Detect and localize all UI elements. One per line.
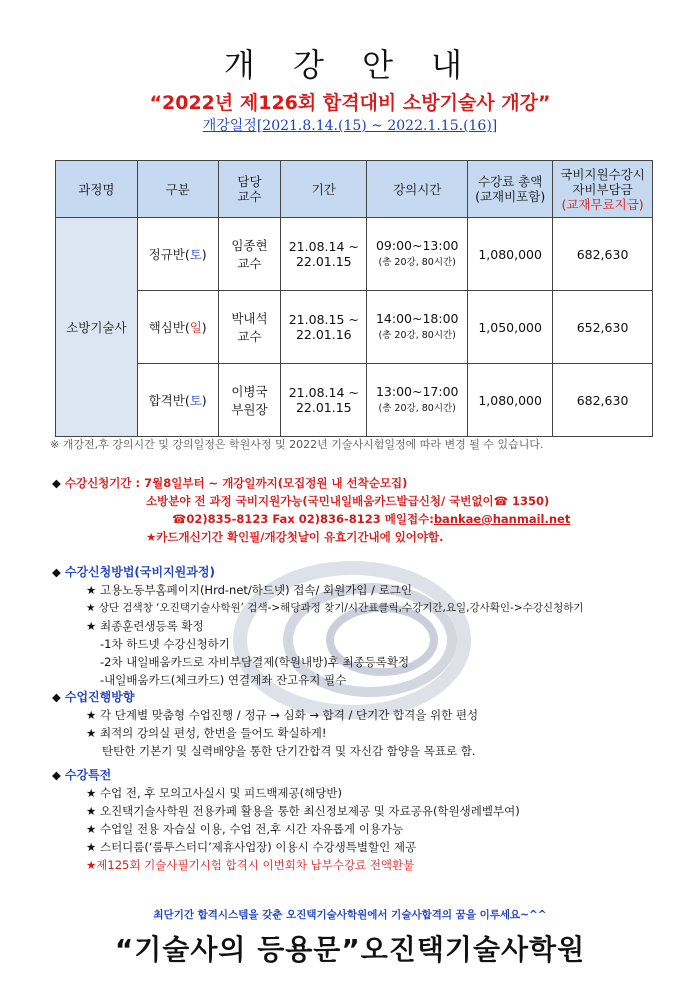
method-line-1: ★ 고용노동부홈페이지(Hrd-net/하드넷) 접속/ 회원가입 / 로그인 — [86, 583, 412, 597]
table-row — [56, 218, 653, 291]
header-fee — [468, 161, 553, 218]
period-end: 22.01.15 — [295, 254, 352, 269]
page-subtitle: “2022년 제126회 합격대비 소방기술사 개강” — [149, 92, 551, 114]
header-time: 강의시간 — [367, 161, 468, 218]
header-period: 기간 — [281, 161, 367, 218]
type-day: 일 — [189, 320, 202, 335]
section-benefits-head — [52, 766, 520, 784]
type-cell — [137, 364, 218, 437]
type-label: 합격반( — [148, 393, 190, 408]
section-benefits — [52, 766, 520, 874]
header-support-line3: (교재무료지급) — [561, 196, 644, 212]
period-start: 21.08.14 ~ — [288, 385, 359, 400]
method-line-6: -내일배움카드(체크카드) 연결계좌 잔고유지 필수 — [100, 673, 347, 687]
time-cell — [367, 364, 468, 437]
time-cell — [367, 218, 468, 291]
header-support-line2: 자비부담금 — [572, 181, 633, 197]
fee-cell: 1,080,000 — [468, 218, 553, 291]
type-day: 토 — [189, 247, 202, 262]
course-table — [55, 160, 653, 437]
section-progress-head — [52, 688, 478, 706]
apply-head-text: 수강신청기간 : 7월8일부터 ~ 개강일까지(모집정원 내 선착순모집) — [64, 476, 408, 490]
professor-name: 이병국 — [231, 384, 268, 399]
benefits-line-5: ★제125회 기술사필기시험 합격시 이번회차 납부수강료 전액환불 — [86, 858, 415, 872]
fee-cell: 1,050,000 — [468, 291, 553, 364]
method-line-3: ★ 최종훈련생등록 확정 — [86, 619, 204, 633]
footer-tagline: 최단기간 합격시스템을 갖춘 오진택기술사학원에서 기술사합격의 꿈을 이루세요~^^ — [153, 909, 547, 921]
schedule-note: ※ 개강전,후 강의시간 및 강의일정은 학원사정 및 2022년 기술사시험일정에 따라 변경 될 수 있습니다. — [50, 438, 544, 451]
benefits-line-1: ★ 수업 전, 후 모의고사실시 및 피드백제공(해당반) — [86, 786, 342, 800]
support-cell: 652,630 — [553, 291, 653, 364]
method-head-text: 수강신청방법(국비지원과정) — [64, 565, 215, 579]
progress-line-2: ★ 최적의 강의실 편성, 한번을 들어도 확실하게! — [86, 726, 327, 740]
time-total: (총 20강, 80시간) — [378, 330, 456, 341]
professor-cell — [218, 291, 281, 364]
time-range: 13:00~17:00 — [375, 384, 459, 399]
type-end: ) — [201, 247, 207, 262]
method-line-2: ★ 상단 검색창 ‘오진택기술사학원’ 검색->해당과정 찾기/시간표클릭,수강기간,요일,강사확인->수강신청하기 — [86, 602, 584, 614]
progress-head-text: 수업진행방향 — [64, 690, 135, 704]
apply-line-3: ★카드개신기간 확인필/개강첫날이 유효기간내에 있어야함. — [146, 530, 444, 544]
footer-brand: “기술사의 등용문”오진택기술사학원 — [114, 933, 586, 966]
type-end: ) — [201, 320, 207, 335]
section-method-head — [52, 563, 584, 581]
time-cell — [367, 291, 468, 364]
section-apply-head — [52, 474, 570, 492]
support-cell: 682,630 — [553, 364, 653, 437]
header-support — [553, 161, 653, 218]
professor-title: 교수 — [237, 256, 262, 271]
period-cell — [281, 291, 367, 364]
benefits-line-2: ★ 오진택기술사학원 전용카페 활용을 통한 최신정보제공 및 자료공유(학원생레벨부여) — [86, 804, 520, 818]
diamond-icon: ◆ — [52, 565, 61, 579]
benefits-line-4: ★ 스터디룸(‘룸투스터디’제휴사업장) 이용시 수강생특별할인 제공 — [86, 840, 417, 854]
header-fee-line2: (교재비포함) — [475, 189, 546, 204]
period-end: 22.01.15 — [295, 400, 352, 415]
period-cell — [281, 218, 367, 291]
support-cell: 682,630 — [553, 218, 653, 291]
table-row — [56, 364, 653, 437]
schedule-line: 개강일정[2021.8.14.(15) ~ 2022.1.15.(16)] — [202, 118, 498, 134]
course-name-cell: 소방기술사 — [56, 218, 138, 437]
progress-line-3: 탄탄한 기본기 및 실력배양을 통한 단기간합격 및 자신감 함양을 목표로 함. — [102, 744, 476, 758]
professor-title: 부원장 — [231, 402, 268, 417]
type-day: 토 — [189, 393, 202, 408]
header-support-line1: 국비지원수강시 — [560, 166, 645, 182]
type-cell — [137, 218, 218, 291]
professor-title: 교수 — [237, 329, 262, 344]
page-title: 개 강 안 내 — [223, 46, 477, 84]
header-course: 과정명 — [56, 161, 138, 218]
apply-line-2 — [52, 510, 570, 528]
type-cell — [137, 291, 218, 364]
period-cell — [281, 364, 367, 437]
diamond-icon: ◆ — [52, 690, 61, 704]
section-apply — [52, 474, 570, 546]
header-type: 구분 — [137, 161, 218, 218]
time-range: 14:00~18:00 — [375, 311, 459, 326]
benefits-line-3: ★ 수업일 전용 자습실 이용, 수업 전,후 시간 자유롭게 이용가능 — [86, 822, 404, 836]
benefits-head-text: 수강특전 — [64, 768, 112, 782]
header-fee-line1: 수강료 총액 — [477, 174, 543, 189]
professor-cell — [218, 218, 281, 291]
progress-line-1: ★ 각 단계별 맞춤형 수업진행 / 정규 → 심화 → 합격 / 단기간 합격을 위한 편성 — [86, 708, 479, 722]
diamond-icon: ◆ — [52, 768, 61, 782]
period-end: 22.01.16 — [295, 327, 352, 342]
section-method — [52, 563, 584, 689]
header-professor — [218, 161, 281, 218]
type-label: 정규반( — [148, 247, 190, 262]
time-total: (총 20강, 80시간) — [378, 257, 456, 268]
professor-name: 박내석 — [231, 311, 268, 326]
apply-email-link[interactable]: bankae@hanmail.net — [433, 512, 571, 526]
fee-cell: 1,080,000 — [468, 364, 553, 437]
apply-line-1: 소방분야 전 과정 국비지원가능(국민내일배움카드발급신청/ 국번없이☎ 1350) — [146, 494, 550, 508]
header-professor-line2: 교수 — [237, 189, 262, 204]
header-professor-line1: 담당 — [237, 174, 262, 189]
table-header-row — [56, 161, 653, 218]
period-start: 21.08.15 ~ — [288, 312, 359, 327]
period-start: 21.08.14 ~ — [288, 239, 359, 254]
professor-cell — [218, 364, 281, 437]
method-line-4: -1차 하드넷 수강신청하기 — [100, 637, 230, 651]
type-end: ) — [201, 393, 207, 408]
method-line-5: -2차 내일배움카드로 자비부담결제(학원내방)후 최종등록확정 — [100, 655, 410, 669]
time-total: (총 20강, 80시간) — [378, 403, 456, 414]
diamond-icon: ◆ — [52, 476, 61, 490]
type-label: 핵심반( — [148, 320, 190, 335]
time-range: 09:00~13:00 — [375, 238, 459, 253]
section-progress — [52, 688, 478, 760]
professor-name: 임종현 — [231, 238, 268, 253]
table-row — [56, 291, 653, 364]
apply-contact: ☎02)835-8123 Fax 02)836-8123 메일접수: — [172, 512, 434, 526]
